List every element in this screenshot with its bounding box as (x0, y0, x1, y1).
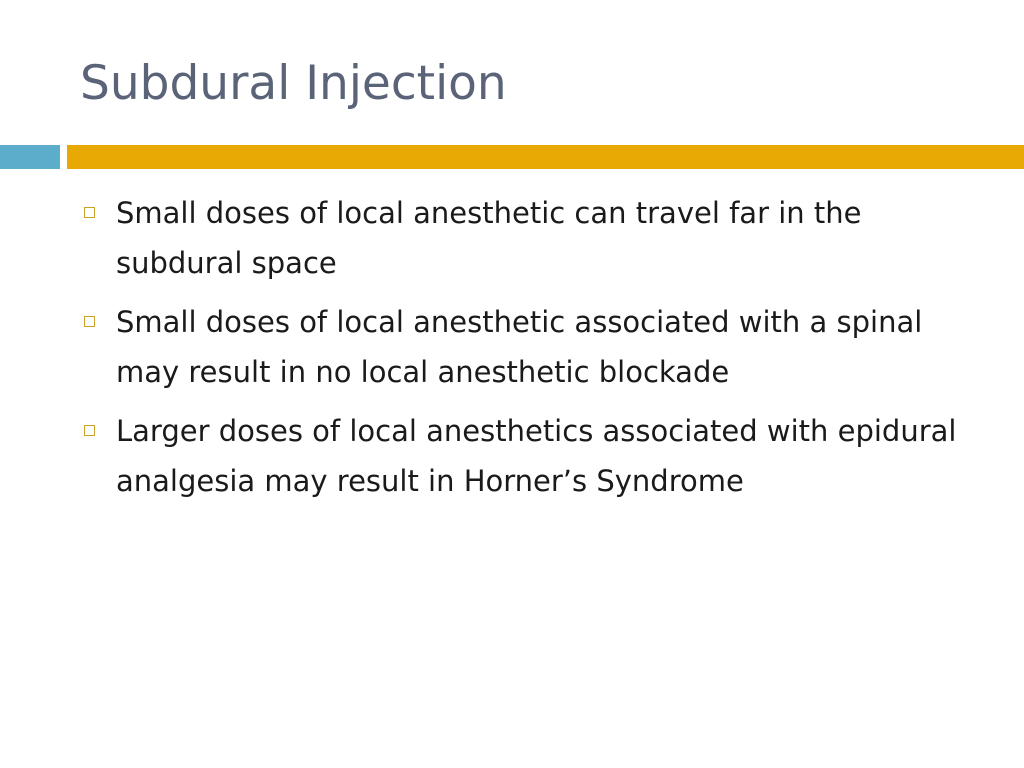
bullet-text: Larger doses of local anesthetics associated with epidural analgesia may result in Horner’s Syndrome (116, 414, 957, 498)
bullet-text: Small doses of local anesthetic associated with a spinal may result in no local anesthetic blockade (116, 305, 923, 389)
hollow-square-icon (84, 207, 95, 218)
bullet-list (80, 188, 980, 515)
hollow-square-icon (84, 425, 95, 436)
hollow-square-icon (84, 316, 95, 327)
slide-title: Subdural Injection (80, 56, 507, 111)
bullet-item (80, 406, 980, 506)
accent-bar-blue (0, 145, 60, 169)
bullet-item (80, 297, 980, 397)
bullet-text: Small doses of local anesthetic can travel far in the subdural space (116, 196, 862, 280)
accent-bar-gold (67, 145, 1024, 169)
bullet-item (80, 188, 980, 288)
